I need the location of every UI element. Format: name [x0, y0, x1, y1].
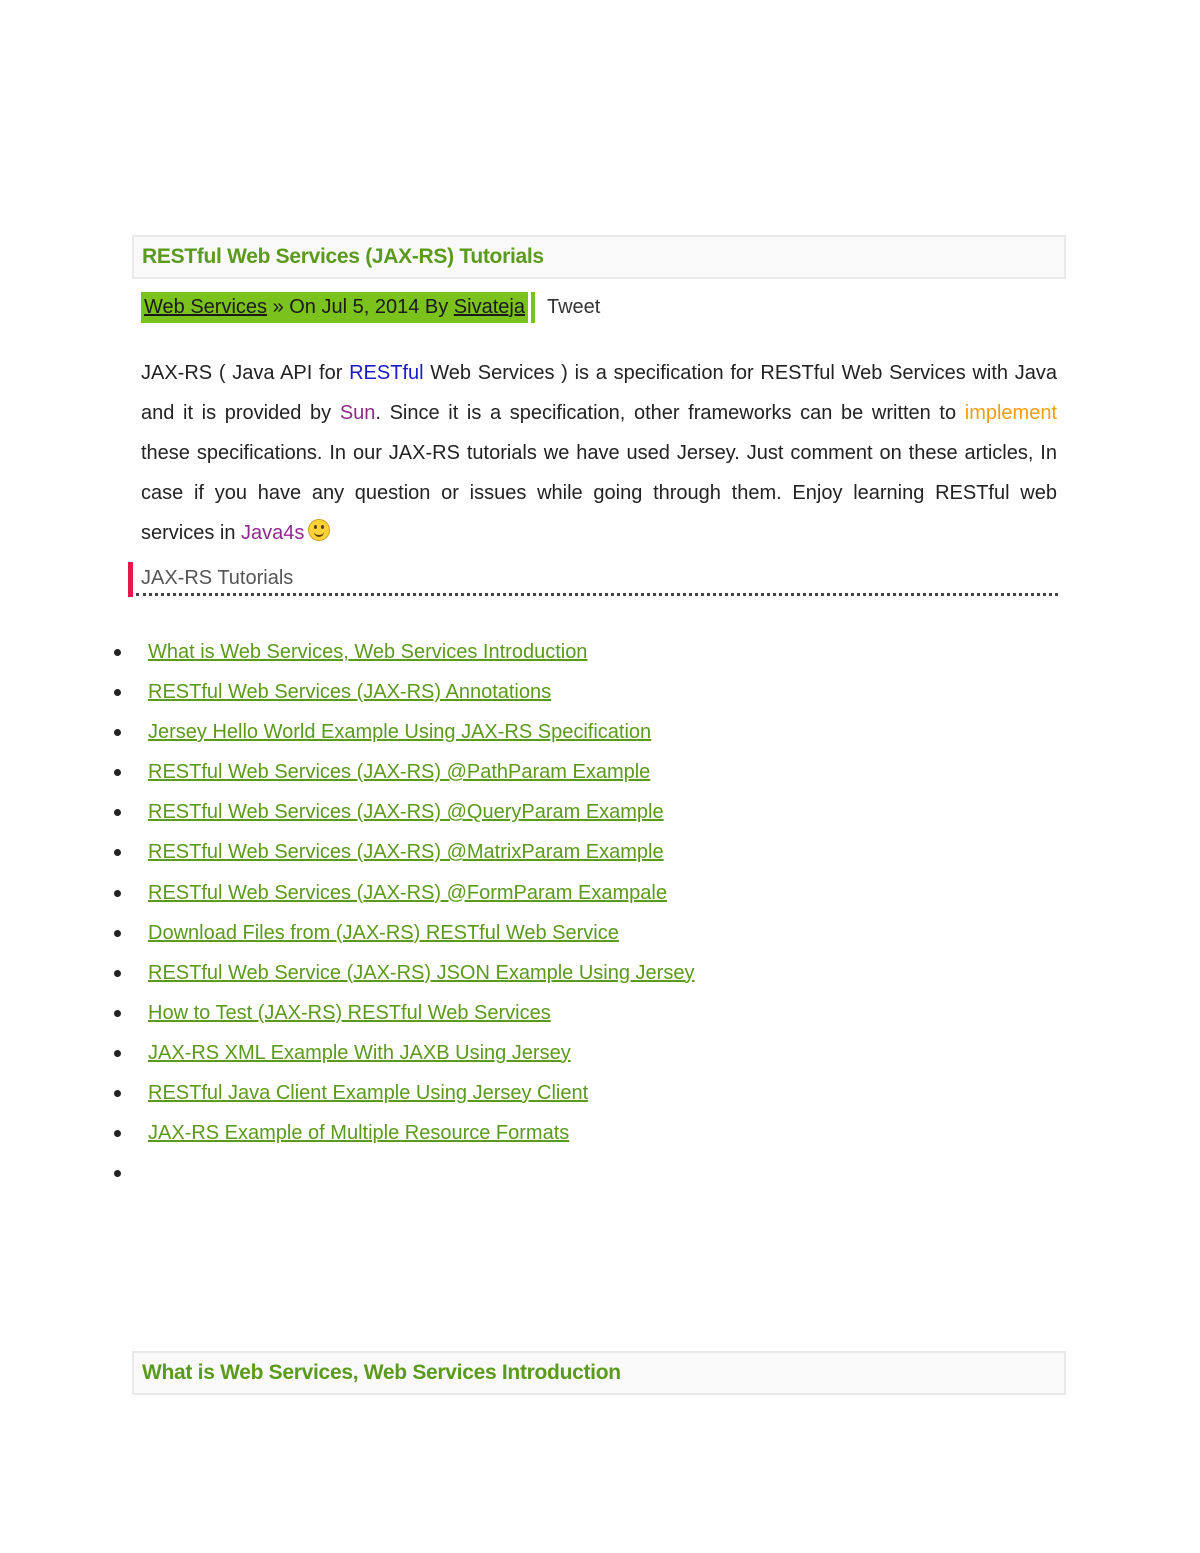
intro-text-3: . Since it is a specification, other frameworks can be written to: [375, 402, 965, 424]
list-item: [110, 1073, 694, 1113]
section-heading: [128, 562, 1058, 598]
list-item: [110, 1113, 694, 1153]
article-meta: [141, 292, 600, 323]
restful-link[interactable]: RESTful: [349, 362, 424, 384]
list-item: [110, 712, 694, 752]
tutorial-link[interactable]: What is Web Services, Web Services Introduction: [148, 641, 588, 663]
next-article-title: What is Web Services, Web Services Introduction: [142, 1361, 621, 1384]
meta-date-text: » On Jul 5, 2014 By: [267, 296, 454, 318]
section-dotted-divider: [136, 593, 1058, 596]
implement-link[interactable]: implement: [964, 402, 1058, 424]
sun-link[interactable]: Sun: [339, 402, 376, 424]
tutorial-link[interactable]: RESTful Web Services (JAX-RS) @MatrixParam Example: [148, 841, 664, 864]
section-label: JAX-RS Tutorials: [141, 567, 294, 589]
list-item: [110, 913, 694, 953]
section-accent-bar: [128, 562, 133, 597]
tutorial-link[interactable]: Jersey Hello World Example Using JAX-RS Specification: [148, 721, 652, 744]
intro-text-2: Web Services ) is a specification for RESTful Web Services with Java and it is provided by: [141, 362, 1058, 424]
list-item: [110, 993, 694, 1033]
tutorial-list: [110, 632, 694, 1193]
tutorial-link[interactable]: JAX-RS Example of Multiple Resource Formats: [148, 1122, 570, 1145]
next-article-title-box: [132, 1351, 1066, 1395]
list-item: [110, 632, 694, 672]
tutorial-link[interactable]: Download Files from (JAX-RS) RESTful Web Service: [148, 921, 619, 944]
tutorial-link[interactable]: RESTful Web Service (JAX-RS) JSON Example Using Jersey: [148, 961, 695, 984]
author-link[interactable]: Sivateja: [453, 296, 525, 318]
list-item: [110, 1033, 694, 1073]
tutorial-link[interactable]: RESTful Web Services (JAX-RS) @FormParam Exampale: [148, 881, 667, 904]
article-intro: [141, 353, 1057, 553]
smiley-icon: [308, 519, 330, 541]
list-item: [110, 873, 694, 913]
tutorial-link[interactable]: RESTful Web Services (JAX-RS) @QueryParam Example: [148, 801, 664, 824]
tweet-button[interactable]: Tweet: [546, 296, 601, 318]
article-title: RESTful Web Services (JAX-RS) Tutorials: [142, 245, 544, 268]
meta-highlight: [141, 292, 528, 323]
tutorial-link[interactable]: JAX-RS XML Example With JAXB Using Jersey: [148, 1041, 571, 1064]
tutorial-link[interactable]: RESTful Java Client Example Using Jersey Client: [148, 1082, 589, 1105]
list-item: [110, 792, 694, 832]
java4s-link[interactable]: Java4s: [241, 522, 305, 544]
category-link[interactable]: Web Services: [144, 296, 268, 318]
list-item: [110, 672, 694, 712]
list-item: [110, 953, 694, 993]
intro-text-1: JAX-RS ( Java API for: [141, 362, 350, 384]
list-item: [110, 1153, 694, 1193]
tutorial-link[interactable]: How to Test (JAX-RS) RESTful Web Services: [148, 1001, 551, 1024]
meta-divider: [531, 292, 535, 323]
tutorial-link[interactable]: RESTful Web Services (JAX-RS) Annotations: [148, 681, 552, 704]
tutorial-link[interactable]: RESTful Web Services (JAX-RS) @PathParam Example: [148, 761, 651, 784]
list-item: [110, 752, 694, 792]
list-item: [110, 832, 694, 872]
article-title-box: [132, 235, 1066, 279]
intro-text-4: these specifications. In our JAX-RS tutorials we have used Jersey. Just comment on these articles, In case if you have any question or issues while going through them. Enjoy learning RESTful web services in: [141, 442, 1057, 544]
